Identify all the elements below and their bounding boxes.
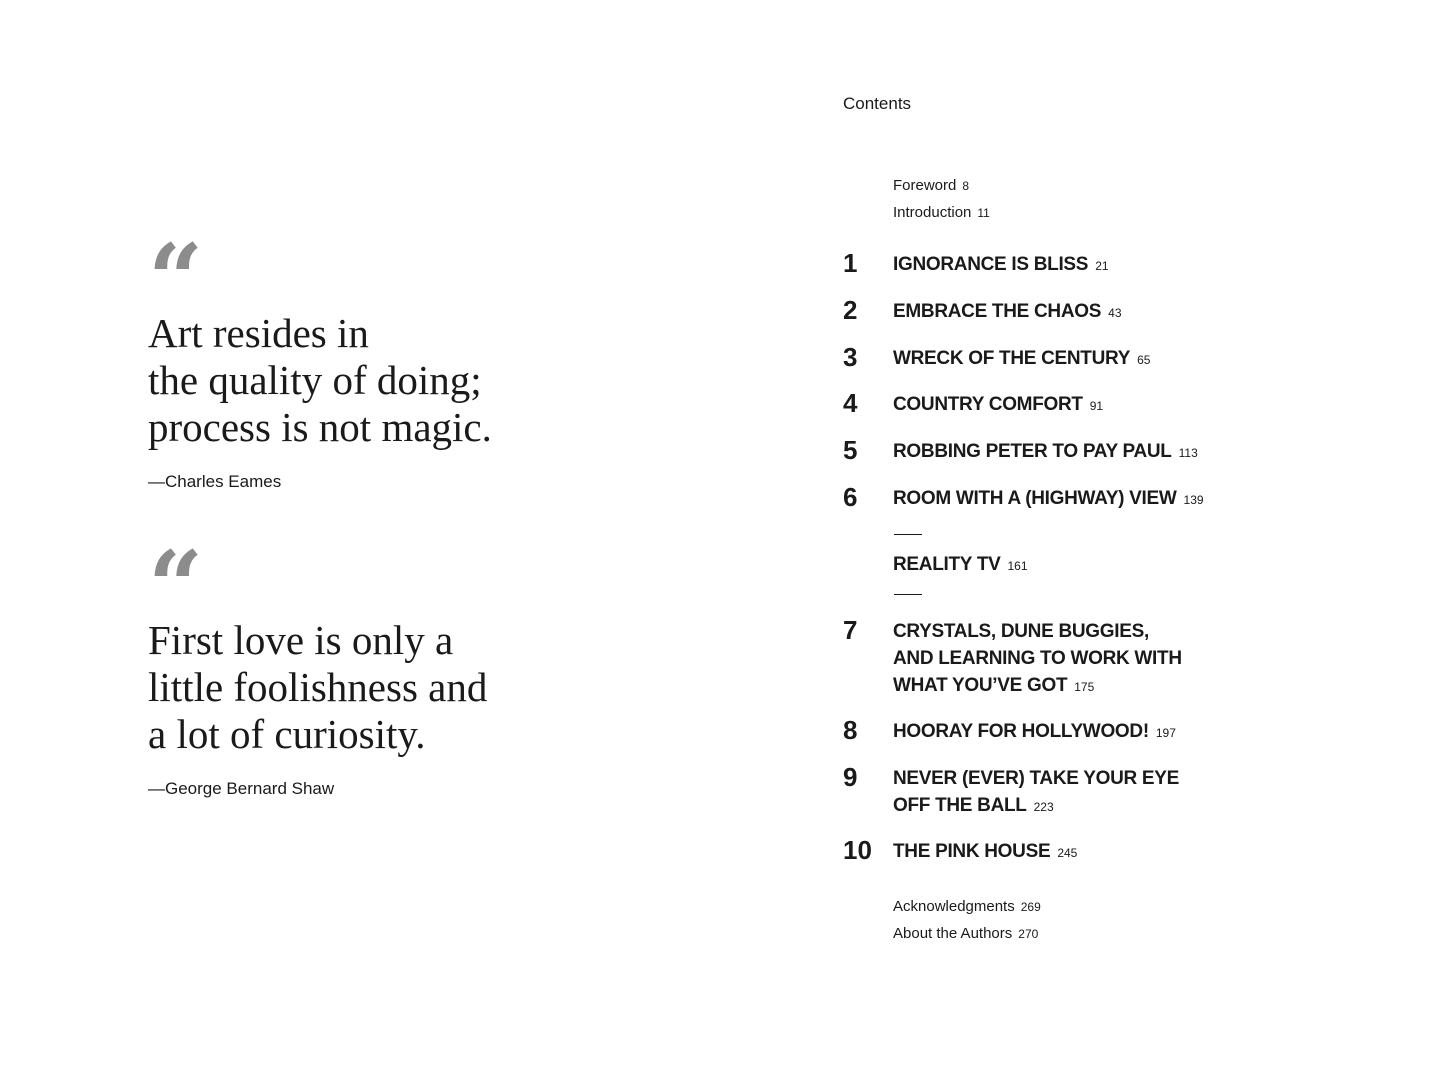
chapter-title: ROOM WITH A (HIGHWAY) VIEW [893, 488, 1177, 509]
chapter-number: 7 [843, 615, 858, 645]
toc-page-number: 11 [977, 206, 990, 220]
toc-label: Acknowledgments [893, 898, 1015, 915]
chapter-number: 9 [843, 762, 858, 792]
chapter-number: 2 [843, 295, 858, 325]
chapter-number: 3 [843, 342, 858, 372]
quote-text: First love is only a little foolishness and a lot of curiosity. [148, 617, 488, 757]
contents-title: Contents [843, 94, 912, 113]
toc-page-number: 269 [1020, 900, 1041, 914]
chapter-title: EMBRACE THE CHAOS [893, 301, 1102, 322]
chapter-title: REALITY TV [893, 554, 1001, 575]
toc-label: Foreword [893, 177, 957, 194]
toc-entry-foreword[interactable] [893, 172, 969, 200]
chapter-number: 10 [843, 835, 872, 865]
quote-mark-icon: “ [148, 530, 200, 643]
chapter-page-number: 113 [1178, 446, 1198, 460]
chapter-page-number: 161 [1007, 559, 1028, 573]
toc-entry-acknowledgments[interactable] [893, 893, 1041, 921]
chapter-title: HOORAY FOR HOLLYWOOD! [893, 721, 1149, 742]
quote-attribution: —Charles Eames [148, 472, 282, 491]
chapter-number: 6 [843, 482, 858, 512]
chapter-page-number: 175 [1074, 680, 1095, 694]
chapter-number: 8 [843, 715, 858, 745]
quote-text: Art resides in the quality of doing; process is not magic. [148, 310, 492, 450]
toc-entry-introduction[interactable] [893, 199, 990, 227]
chapter-number: 5 [843, 435, 858, 465]
chapter-page-number: 139 [1183, 493, 1204, 507]
quote-block-shaw [148, 530, 568, 799]
chapter-title: IGNORANCE IS BLISS [893, 254, 1089, 275]
chapter-title: NEVER (EVER) TAKE YOUR EYE OFF THE BALL [893, 768, 1180, 816]
chapter-title: THE PINK HOUSE [893, 841, 1051, 862]
chapter-page-number: 223 [1033, 800, 1054, 814]
chapter-page-number: 65 [1137, 353, 1151, 367]
chapter-title: COUNTRY COMFORT [893, 394, 1083, 415]
toc-page-number: 8 [962, 179, 970, 193]
quote-block-eames [148, 223, 568, 492]
chapter-page-number: 197 [1155, 726, 1176, 740]
chapter-title: CRYSTALS, DUNE BUGGIES, AND LEARNING TO WORK WITH WHAT YOU’VE GOT [893, 621, 1182, 696]
chapter-page-number: 21 [1095, 259, 1109, 273]
quote-attribution: —George Bernard Shaw [148, 779, 335, 798]
divider-rule [894, 594, 922, 595]
quote-mark-icon: “ [148, 223, 200, 336]
chapter-title: WRECK OF THE CENTURY [893, 348, 1131, 369]
chapter-number: 4 [843, 388, 858, 418]
toc-page-number: 270 [1018, 927, 1039, 941]
chapter-page-number: 245 [1057, 846, 1078, 860]
chapter-title: ROBBING PETER TO PAY PAUL [893, 441, 1172, 462]
chapter-number: 1 [843, 248, 858, 278]
toc-label: About the Authors [893, 925, 1013, 942]
divider-rule [894, 534, 922, 535]
chapter-page-number: 91 [1089, 399, 1104, 413]
toc-label: Introduction [893, 204, 972, 221]
chapter-page-number: 43 [1108, 306, 1122, 320]
toc-entry-about-the-authors[interactable] [893, 920, 1038, 948]
